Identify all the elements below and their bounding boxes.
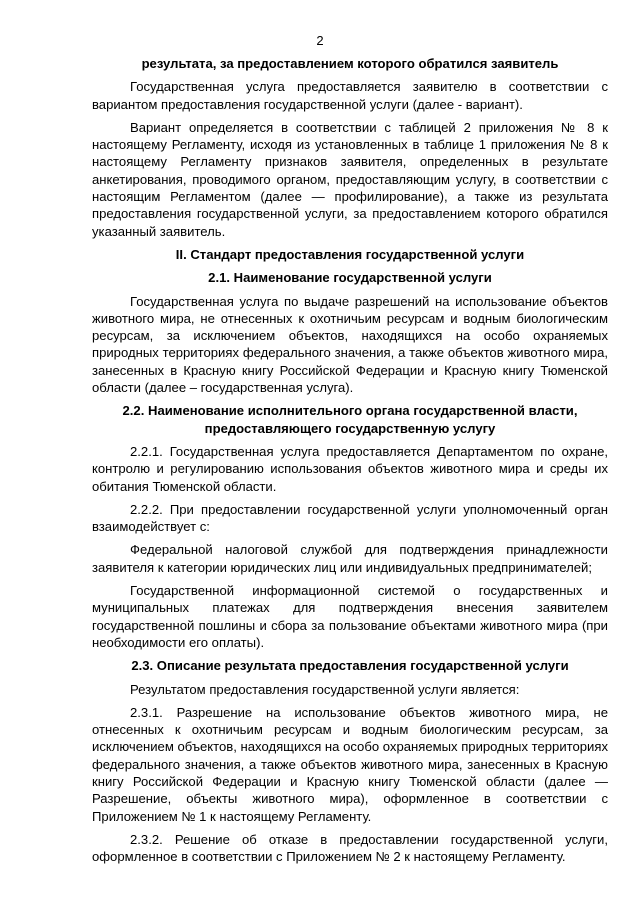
paragraph-result-is: Результатом предоставления государственной услуги является:	[130, 681, 520, 697]
section-heading-standard: II. Стандарт предоставления государственной услуги	[175, 246, 525, 262]
document-body	[92, 55, 608, 871]
paragraph-payments-system: Государственной информационной системой о государственных и муниципальных платежах для подтверждения внесения заявителем государственной пошлины и сбора за пользование объектами животного мира (при необходимости его оплаты).	[92, 583, 608, 650]
paragraph-tax-service: Федеральной налоговой службой для подтверждения принадлежности заявителя к категории юридических лиц или индивидуальных предпринимателей;	[92, 542, 608, 575]
page-number: 2	[316, 33, 324, 48]
heading-result-continuation: результата, за предоставлением которого обратился заявитель	[141, 56, 559, 71]
paragraph-variant-definition: Вариант определяется в соответствии с таблицей 2 приложения № 8 к настоящему Регламенту, исходя из установленных в таблице 1 приложения № 8 к настоящему Регламенту признаков заявителя, определенных в результате анкетирования, проводимого органом, предоставляющим услугу, в соответствии с настоящим Регламентом (далее — профилирование), а также из результата предоставления государственной услуги, за предоставлением которого обратился указанный заявитель.	[92, 119, 608, 239]
heading-2-2: 2.2. Наименование исполнительного органа государственной власти, предоставляющего государственную услугу	[122, 403, 578, 436]
paragraph-service-name: Государственная услуга по выдаче разрешений на использование объектов животного мира, не отнесенных к охотничьим ресурсам и водным биологическим ресурсам, за исключением объектов, находящихся на особо охраняемых природных территориях федерального значения, а также объектов животного мира, занесенных в Красную книгу Российской Федерации и Красную книгу Тюменской области (далее – государственная услуга).	[92, 293, 608, 396]
paragraph-variant-intro: Государственная услуга предоставляется заявителю в соответствии с вариантом предоставления государственной услуги (далее - вариант).	[92, 79, 608, 112]
paragraph-2-2-2: 2.2.2. При предоставлении государственной услуги уполномоченный орган взаимодействует с:	[92, 501, 608, 535]
heading-2-1: 2.1. Наименование государственной услуги	[208, 270, 492, 286]
paragraph-2-2-1: 2.2.1. Государственная услуга предоставляется Департаментом по охране, контролю и регулированию использования объектов животного мира и среды их обитания Тюменской области.	[92, 443, 608, 494]
heading-2-3: 2.3. Описание результата предоставления государственной услуги	[131, 658, 569, 674]
paragraph-2-3-1: 2.3.1. Разрешение на использование объектов животного мира, не отнесенных к охотничьим ресурсам и водным биологическим ресурсам, за исключением объектов, находящихся на особо охраняемых природных территориях федерального значения, а также объектов животного мира, занесенных в Красную книгу Российской Федерации и Красную книгу Тюменской области (далее — Разрешение, объекты животного мира), оформленное в соответствии с Приложением № 1 к настоящему Регламенту.	[92, 704, 609, 824]
paragraph-2-3-2: 2.3.2. Решение об отказе в предоставлении государственной услуги, оформленное в соответствии с Приложением № 2 к настоящему Регламенту.	[92, 831, 608, 865]
